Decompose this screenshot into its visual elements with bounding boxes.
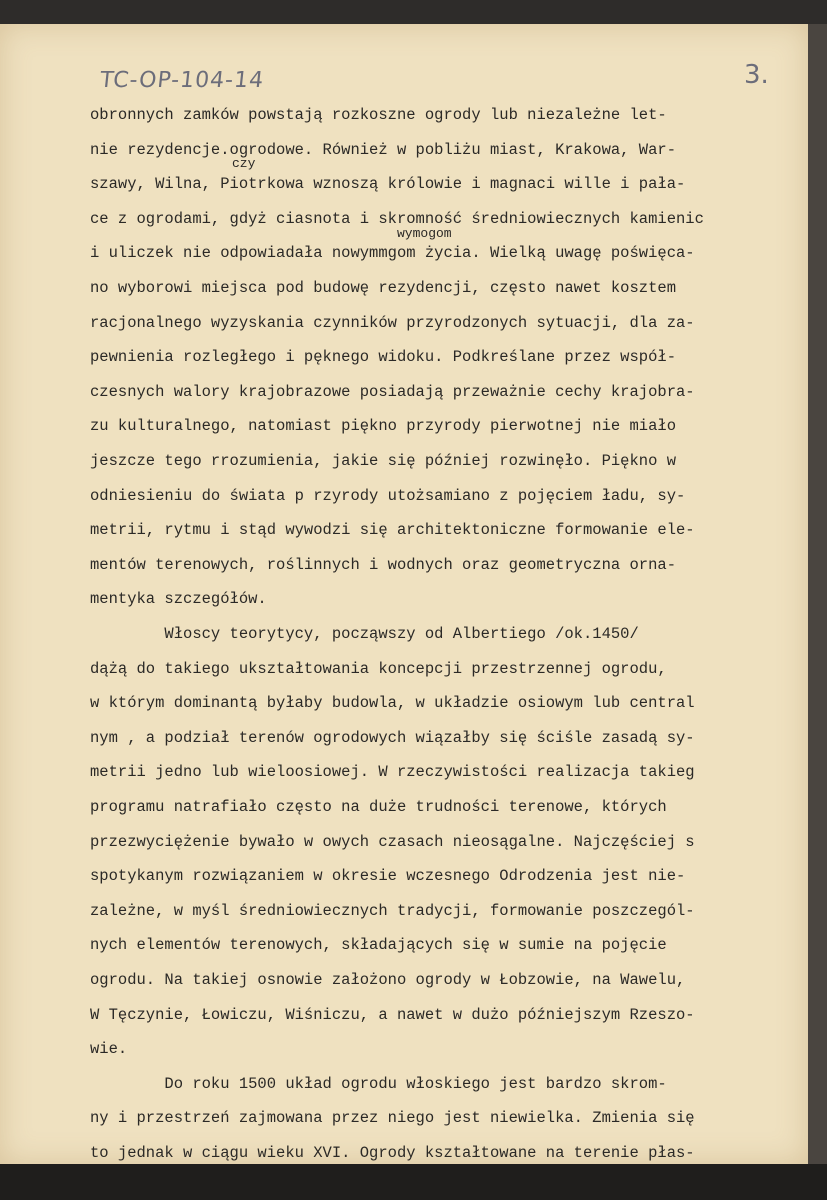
text-line: metrii, rytmu i stąd wywodzi się architektoniczne formowanie ele-	[90, 521, 695, 540]
text-line: pewnienia rozległego i pęknego widoku. Podkreślane przez współ-	[90, 348, 676, 367]
document-page	[0, 24, 808, 1164]
text-line: mentyka szczegółów.	[90, 590, 267, 609]
page-number: 3.	[744, 60, 769, 90]
text-line: jeszcze tego rrozumienia, jakie się później rozwinęło. Piękno w	[90, 452, 676, 470]
document-body	[0, 24, 808, 1164]
text-line: W Tęczynie, Łowiczu, Wiśniczu, a nawet w dużo późniejszym Rzeszo-	[90, 1005, 695, 1024]
text-line: ny i przestrzeń zajmowana przez niego jest niewielka. Zmienia się	[90, 1109, 695, 1128]
text-line: obronnych zamków powstają rozkoszne ogrody lub niezależne let-	[90, 106, 667, 124]
text-line: odniesieniu do świata p rzyrody utożsamiano z pojęciem ładu, sy-	[90, 486, 686, 505]
text-line: dążą do takiego ukształtowania koncepcji przestrzennej ogrodu,	[90, 659, 667, 678]
text-line: nych elementów terenowych, składających się w sumie na pojęcie	[90, 936, 667, 955]
text-line: i uliczek nie odpowiadała nowymmgom życia. Wielką uwagę poświęca-	[90, 244, 695, 263]
interlinear-insert: czy	[232, 156, 256, 171]
scan-background	[0, 1164, 827, 1200]
text-line: zależne, w myśl średniowiecznych tradycji, formowanie poszczegól-	[90, 901, 695, 920]
text-line: ogrodu. Na takiej osnowie założono ogrody w Łobzowie, na Wawelu,	[90, 971, 686, 989]
page-edge	[808, 24, 827, 1164]
text-line: w którym dominantą byłaby budowla, w układzie osiowym lub central	[90, 694, 695, 713]
text-line: mentów terenowych, roślinnych i wodnych oraz geometryczna orna-	[90, 555, 676, 574]
text-line: no wyborowi miejsca pod budowę rezydencji, często nawet kosztem	[90, 279, 676, 297]
archive-signature: TC-OP-104-14	[98, 68, 266, 93]
text-line: programu natrafiało często na duże trudności terenowe, których	[90, 798, 667, 816]
text-line: nie rezydencje.ogrodowe. Również w pobliżu miast, Krakowa, War-	[90, 140, 676, 159]
text-line: zu kulturalnego, natomiast piękno przyrody pierwotnej nie miało	[90, 417, 676, 436]
text-line: ce z ogrodami, gdyż ciasnota i skromność średniowiecznych kamienic	[90, 209, 704, 228]
text-line: Włoscy teorytycy, począwszy od Albertiego /ok.1450/	[90, 625, 639, 643]
text-line: przezwyciężenie bywało w owych czasach nieosągalne. Najczęściej s	[90, 832, 695, 851]
text-line: to jednak w ciągu wieku XVI. Ogrody kształtowane na terenie płas-	[90, 1144, 695, 1162]
text-line: nym , a podział terenów ogrodowych wiązałby się ściśle zasadą sy-	[90, 728, 695, 747]
text-line: metrii jedno lub wieloosiowej. W rzeczywistości realizacja takieg	[90, 763, 695, 782]
text-line: racjonalnego wyzyskania czynników przyrodzonych sytuacji, dla za-	[90, 313, 695, 332]
text-line: spotykanym rozwiązaniem w okresie wczesnego Odrodzenia jest nie-	[90, 867, 686, 886]
text-line: czesnych walory krajobrazowe posiadają przeważnie cechy krajobra-	[90, 382, 695, 401]
text-line: szawy, Wilna, Piotrkowa wznoszą królowie i magnaci wille i pała-	[90, 175, 686, 194]
interlinear-insert: wymogom	[397, 226, 452, 241]
text-line: wie.	[90, 1040, 128, 1059]
text-line: Do roku 1500 układ ogrodu włoskiego jest bardzo skrom-	[90, 1074, 667, 1093]
